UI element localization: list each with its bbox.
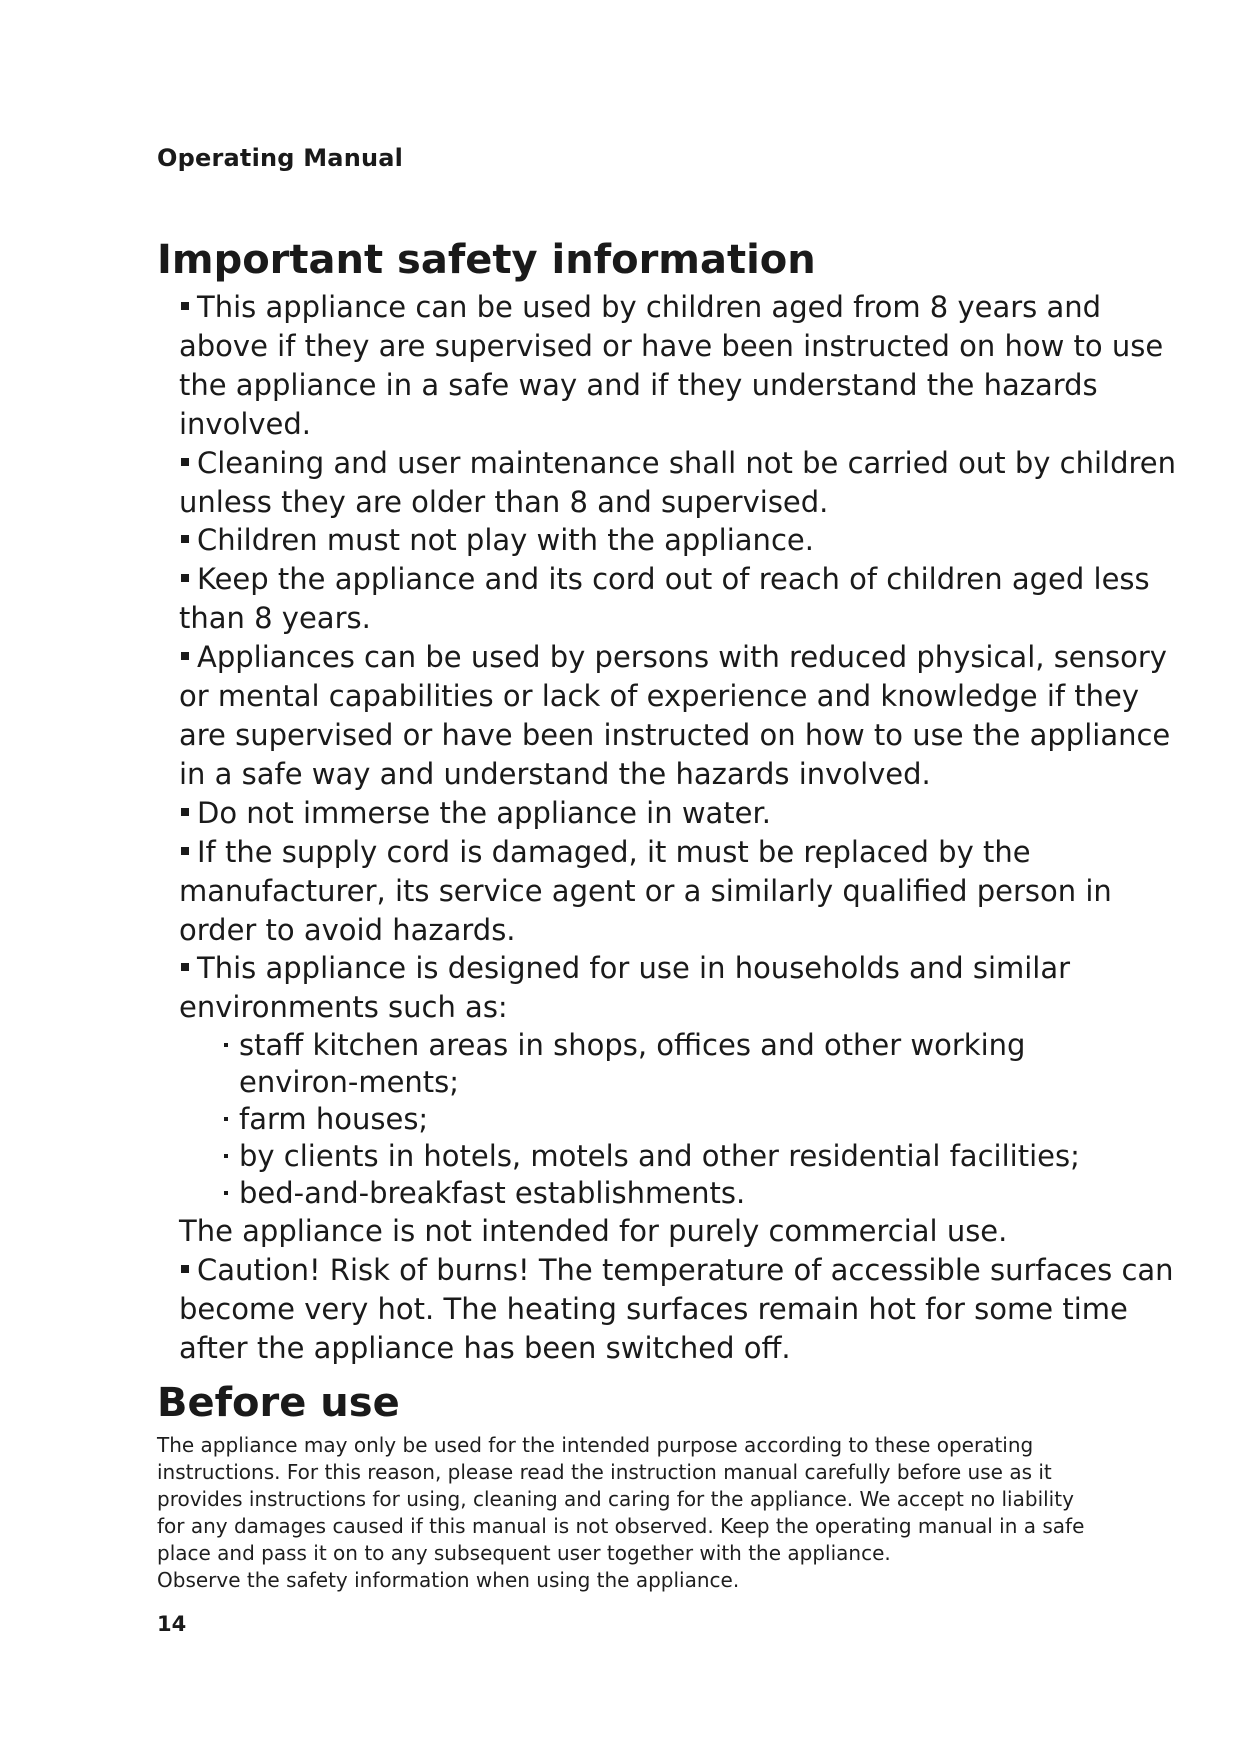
environment-item (221, 1175, 1139, 1212)
dot-bullet-icon (224, 1154, 228, 1158)
square-bullet-icon (181, 574, 189, 582)
square-bullet-icon (181, 302, 189, 310)
dot-bullet-icon (224, 1191, 228, 1195)
running-header: Operating Manual (157, 144, 404, 172)
environment-item-text: bed-and-breakfast establishments. (239, 1176, 746, 1211)
environment-item (221, 1101, 1139, 1138)
safety-item (179, 444, 1179, 522)
environment-item-text: staff kitchen areas in shops, offices and other working environ-ments; (239, 1028, 1026, 1100)
before-use-paragraph: Observe the safety information when using the appliance. (157, 1567, 740, 1592)
commercial-use-note: The appliance is not intended for purely commercial use. (179, 1214, 1008, 1249)
caution-item (179, 1251, 1179, 1368)
dot-bullet-icon (224, 1117, 228, 1121)
safety-item (179, 288, 1179, 444)
environment-item (221, 1138, 1139, 1175)
safety-item-text: This appliance is designed for use in households and similar environments such as: (179, 951, 1071, 1025)
safety-item-text: If the supply cord is damaged, it must be replaced by the manufacturer, its service agent or a similarly qualified person in order to avoid hazards. (179, 834, 1112, 947)
safety-item-text: This appliance can be used by children aged from 8 years and above if they are supervised or have been instructed on how to use the appliance in a safe way and if they understand the hazards involved. (179, 290, 1164, 441)
square-bullet-icon (181, 1265, 189, 1273)
before-use-paragraph: The appliance may only be used for the intended purpose according to these operating instructions. For this reason, please read the instruction manual carefully before use as it provides instructions for using, cleaning and caring for the appliance. We accept no liability for any damages caused if this manual is not observed. Keep the operating manual in a safe place and pass it on to any subsequent user together with the appliance. (157, 1433, 1085, 1565)
square-bullet-icon (181, 808, 189, 816)
safety-item-text: Do not immerse the appliance in water. (197, 795, 771, 830)
safety-item-text: Keep the appliance and its cord out of reach of children aged less than 8 years. (179, 562, 1150, 636)
safety-list (179, 288, 1179, 1368)
square-bullet-icon (181, 458, 189, 466)
environment-item-text: farm houses; (239, 1102, 429, 1137)
page-number: 14 (157, 1612, 187, 1636)
before-use-body (157, 1432, 1107, 1593)
safety-item (179, 949, 1179, 1027)
safety-item (179, 638, 1179, 794)
safety-item-text: Appliances can be used by persons with reduced physical, sensory or mental capabilities or lack of experience and knowledge if they are supervised or have been instructed on how to use the appliance in a safe way and understand the hazards involved. (179, 640, 1171, 791)
safety-item-text: Cleaning and user maintenance shall not be carried out by children unless they are older than 8 and supervised. (179, 445, 1177, 519)
safety-item (179, 833, 1179, 950)
before-use-title: Before use (157, 1380, 400, 1426)
safety-item (179, 794, 1179, 833)
dot-bullet-icon (224, 1043, 228, 1047)
safety-item (179, 521, 1179, 560)
square-bullet-icon (181, 535, 189, 543)
square-bullet-icon (181, 652, 189, 660)
environments-list (179, 1027, 1179, 1212)
square-bullet-icon (181, 847, 189, 855)
safety-item (179, 560, 1179, 638)
safety-item-text: Children must not play with the appliance. (197, 523, 814, 558)
environment-item-text: by clients in hotels, motels and other residential facilities; (239, 1139, 1080, 1174)
square-bullet-icon (181, 963, 189, 971)
caution-text: Caution! Risk of burns! The temperature of accessible surfaces can become very hot. The heating surfaces remain hot for some time after the appliance has been switched off. (179, 1253, 1174, 1365)
safety-section-title: Important safety information (157, 237, 816, 283)
environment-item (221, 1027, 1139, 1101)
